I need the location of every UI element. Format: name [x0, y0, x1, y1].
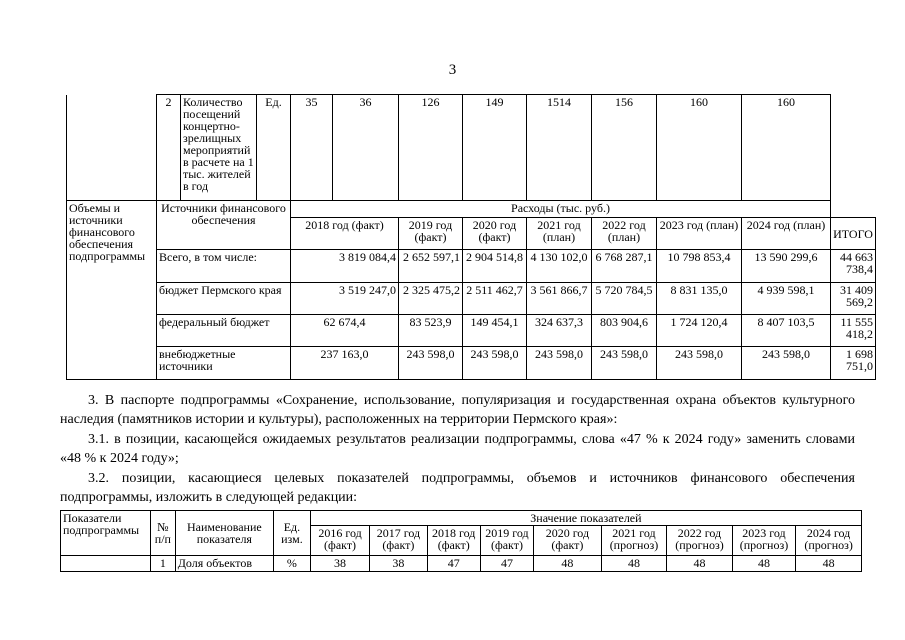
amount-cell: 1 698 751,0	[831, 347, 876, 380]
table-row	[61, 511, 862, 526]
year-header: 2022 год (прогноз)	[667, 526, 733, 556]
table-row	[61, 556, 862, 572]
amount-cell: 3 819 084,4	[291, 250, 399, 283]
amount-cell: 8 407 103,5	[742, 315, 831, 347]
paragraph-3-1: 3.1. в позиции, касающейся ожидаемых результатов реализации подпрограммы, слова «47 % к 2024 году» заменить словами «48 % к 2024 году»;	[60, 432, 855, 466]
amount-cell: 243 598,0	[399, 347, 463, 380]
value-cell: 48	[667, 556, 733, 572]
year-header: 2020 год (факт)	[534, 526, 602, 556]
section-label: Объемы и источники финансового обеспечения подпрограммы	[67, 201, 157, 380]
amount-cell: 1 724 120,4	[657, 315, 742, 347]
unit-label: Ед. изм.	[274, 511, 311, 556]
indicator-name: Доля объектов	[175, 556, 273, 572]
year-header: 2024 год (прогноз)	[796, 526, 862, 556]
amount-cell: 3 561 866,7	[527, 283, 592, 315]
amount-cell: 243 598,0	[742, 347, 831, 380]
value-cell: 48	[796, 556, 862, 572]
table-row	[67, 95, 876, 201]
amount-cell: 243 598,0	[657, 347, 742, 380]
paragraph-3-2: 3.2. позиции, касающиеся целевых показателей подпрограммы, объемов и источников финансового обеспечения подпрограммы, изложить в следующей редакции:	[60, 471, 855, 505]
year-header: 2020 год (факт)	[463, 218, 527, 250]
value-cell: 156	[592, 95, 657, 201]
amount-cell: 803 904,6	[592, 315, 657, 347]
value-cell: 160	[657, 95, 742, 201]
amount-cell: 2 904 514,8	[463, 250, 527, 283]
year-header: 2018 год (факт)	[291, 218, 399, 250]
value-cell: 160	[742, 95, 831, 201]
year-header: 2024 год (план)	[742, 218, 831, 250]
empty-cell	[61, 556, 151, 572]
year-header: 2016 год (факт)	[310, 526, 369, 556]
table-row	[67, 347, 876, 380]
amount-cell: 10 798 853,4	[657, 250, 742, 283]
amount-cell: 2 325 475,2	[399, 283, 463, 315]
value-cell: 35	[291, 95, 333, 201]
amount-cell: 324 637,3	[527, 315, 592, 347]
amount-cell: 4 130 102,0	[527, 250, 592, 283]
total-header: ИТОГО	[831, 218, 876, 250]
value-cell: 47	[427, 556, 480, 572]
indicators-label: Показатели подпрограммы	[61, 511, 151, 556]
amount-cell: 13 590 299,6	[742, 250, 831, 283]
value-cell: 48	[534, 556, 602, 572]
year-header: 2023 год (прогноз)	[732, 526, 795, 556]
year-header: 2019 год (факт)	[399, 218, 463, 250]
indicators-table	[60, 510, 862, 572]
amount-cell: 243 598,0	[463, 347, 527, 380]
empty-cell	[67, 95, 157, 201]
amount-cell: 11 555 418,2	[831, 315, 876, 347]
value-cell: 48	[732, 556, 795, 572]
value-cell: 149	[463, 95, 527, 201]
unit-cell: Ед.	[257, 95, 291, 201]
row-number: 2	[157, 95, 181, 201]
value-cell: 48	[601, 556, 667, 572]
page-number: 3	[448, 62, 457, 78]
unit-cell: %	[274, 556, 311, 572]
year-header: 2017 год (факт)	[370, 526, 427, 556]
value-cell: 1514	[527, 95, 592, 201]
year-header: 2021 год (прогноз)	[601, 526, 667, 556]
amount-cell: 4 939 598,1	[742, 283, 831, 315]
source-label: внебюджетные источники	[157, 347, 291, 380]
value-cell: 36	[333, 95, 399, 201]
amount-cell: 31 409 569,2	[831, 283, 876, 315]
value-cell: 38	[370, 556, 427, 572]
amount-cell: 149 454,1	[463, 315, 527, 347]
table-row	[67, 250, 876, 283]
year-header: 2021 год (план)	[527, 218, 592, 250]
source-label: федеральный бюджет	[157, 315, 291, 347]
num-label: № п/п	[151, 511, 176, 556]
values-label: Значение показателей	[310, 511, 861, 526]
amount-cell: 2 511 462,7	[463, 283, 527, 315]
amount-cell: 83 523,9	[399, 315, 463, 347]
year-header: 2018 год (факт)	[427, 526, 480, 556]
amount-cell: 2 652 597,1	[399, 250, 463, 283]
table-row	[67, 283, 876, 315]
amount-cell: 6 768 287,1	[592, 250, 657, 283]
amount-cell: 243 598,0	[527, 347, 592, 380]
indicator-name: Количество посещений концертно-зрелищных мероприятий в расчете на 1 тыс. жителей в год	[181, 95, 257, 201]
year-header: 2023 год (план)	[657, 218, 742, 250]
expenses-header: Расходы (тыс. руб.)	[291, 201, 831, 218]
source-label: бюджет Пермского края	[157, 283, 291, 315]
row-number: 1	[151, 556, 176, 572]
amount-cell: 243 598,0	[592, 347, 657, 380]
amount-cell: 8 831 135,0	[657, 283, 742, 315]
amount-cell: 62 674,4	[291, 315, 399, 347]
source-label: Всего, в том числе:	[157, 250, 291, 283]
value-cell: 47	[480, 556, 533, 572]
amount-cell: 3 519 247,0	[291, 283, 399, 315]
amount-cell: 237 163,0	[291, 347, 399, 380]
table-row	[67, 315, 876, 347]
subprogram-table	[66, 94, 876, 380]
value-cell: 126	[399, 95, 463, 201]
table-row	[67, 201, 876, 218]
year-header: 2019 год (факт)	[480, 526, 533, 556]
value-cell: 38	[310, 556, 369, 572]
name-label: Наименование показателя	[175, 511, 273, 556]
amount-cell: 44 663 738,4	[831, 250, 876, 283]
amount-cell: 5 720 784,5	[592, 283, 657, 315]
sources-header: Источники финансового обеспечения	[157, 201, 291, 250]
paragraph-3: 3. В паспорте подпрограммы «Сохранение, использование, популяризация и государственная охрана объектов культурного наследия (памятников истории и культуры), расположенных на территории Пермского края»:	[60, 393, 855, 427]
year-header: 2022 год (план)	[592, 218, 657, 250]
